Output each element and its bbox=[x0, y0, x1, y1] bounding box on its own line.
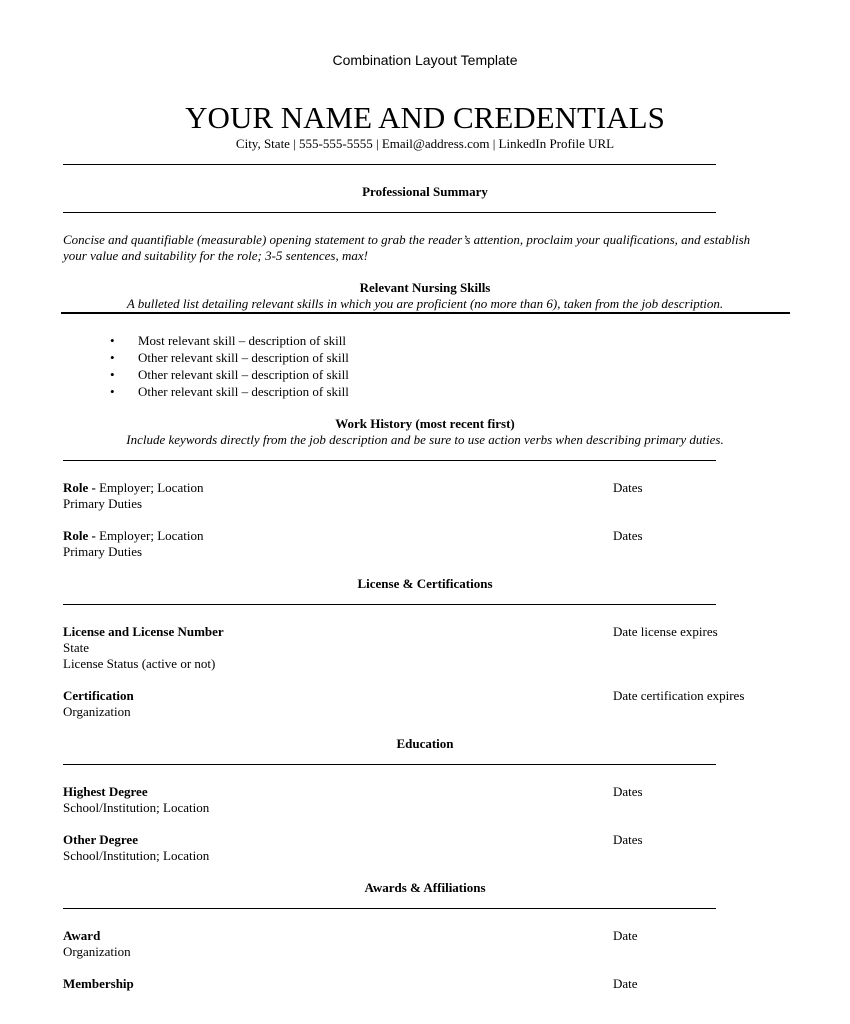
license-heading: License & Certifications bbox=[357, 576, 493, 591]
license-expiry: Date license expires bbox=[613, 624, 718, 639]
degree-1-school: School/Institution; Location bbox=[63, 800, 210, 815]
certification-title: Certification bbox=[63, 688, 134, 703]
work-entry-2-title bbox=[63, 528, 203, 544]
list-item: • Other relevant skill – description of skill bbox=[110, 383, 349, 400]
degree-2-school: School/Institution; Location bbox=[63, 848, 210, 863]
work-heading: Work History (most recent first) bbox=[335, 416, 515, 431]
divider bbox=[63, 212, 716, 213]
divider bbox=[63, 908, 716, 909]
list-item: • Most relevant skill – description of skill bbox=[110, 332, 349, 349]
award-title: Award bbox=[63, 928, 101, 943]
divider bbox=[63, 164, 716, 165]
work-subheading: Include keywords directly from the job description and be sure to use action verbs when describing primary duties. bbox=[126, 432, 724, 447]
certification-org: Organization bbox=[63, 704, 131, 719]
skills-heading: Relevant Nursing Skills bbox=[359, 280, 491, 295]
degree-1-title: Highest Degree bbox=[63, 784, 148, 799]
skills-subheading: A bulleted list detailing relevant skills in which you are proficient (no more than 6), taken from the job description. bbox=[126, 296, 724, 311]
membership-title: Membership bbox=[63, 976, 134, 991]
award-org: Organization bbox=[63, 944, 131, 959]
summary-text: Concise and quantifiable (measurable) opening statement to grab the reader’s attention, proclaim your qualifications, and establish your value and suitability for the role; 3-5 sentences, max! bbox=[63, 232, 751, 263]
divider bbox=[63, 604, 716, 605]
award-date: Date bbox=[613, 928, 638, 943]
employer-location: Employer; Location bbox=[95, 480, 204, 495]
degree-2-title: Other Degree bbox=[63, 832, 138, 847]
role-label: Role - bbox=[63, 480, 96, 495]
degree-2-dates: Dates bbox=[613, 832, 643, 847]
list-item: • Other relevant skill – description of skill bbox=[110, 349, 349, 366]
summary-heading: Professional Summary bbox=[362, 184, 488, 199]
template-title: Combination Layout Template bbox=[332, 52, 518, 68]
divider bbox=[61, 312, 790, 314]
education-heading: Education bbox=[396, 736, 454, 751]
divider bbox=[63, 764, 716, 765]
role-label: Role - bbox=[63, 528, 96, 543]
license-state: State bbox=[63, 640, 89, 655]
work-entry-2-dates: Dates bbox=[613, 528, 643, 543]
license-title: License and License Number bbox=[63, 624, 224, 639]
list-item: • Other relevant skill – description of skill bbox=[110, 366, 349, 383]
divider bbox=[63, 460, 716, 461]
skills-list bbox=[110, 332, 349, 400]
awards-heading: Awards & Affiliations bbox=[364, 880, 486, 895]
contact-line: City, State | 555-555-5555 | Email@address.com | LinkedIn Profile URL bbox=[235, 136, 615, 151]
work-entry-1-title bbox=[63, 480, 203, 496]
license-status: License Status (active or not) bbox=[63, 656, 216, 671]
employer-location: Employer; Location bbox=[95, 528, 204, 543]
resume-name: YOUR NAME AND CREDENTIALS bbox=[185, 100, 665, 135]
degree-1-dates: Dates bbox=[613, 784, 643, 799]
work-entry-1-duties: Primary Duties bbox=[63, 496, 143, 511]
membership-date: Date bbox=[613, 976, 638, 991]
work-entry-1-dates: Dates bbox=[613, 480, 643, 495]
certification-expiry: Date certification expires bbox=[613, 688, 745, 703]
work-entry-2-duties: Primary Duties bbox=[63, 544, 143, 559]
